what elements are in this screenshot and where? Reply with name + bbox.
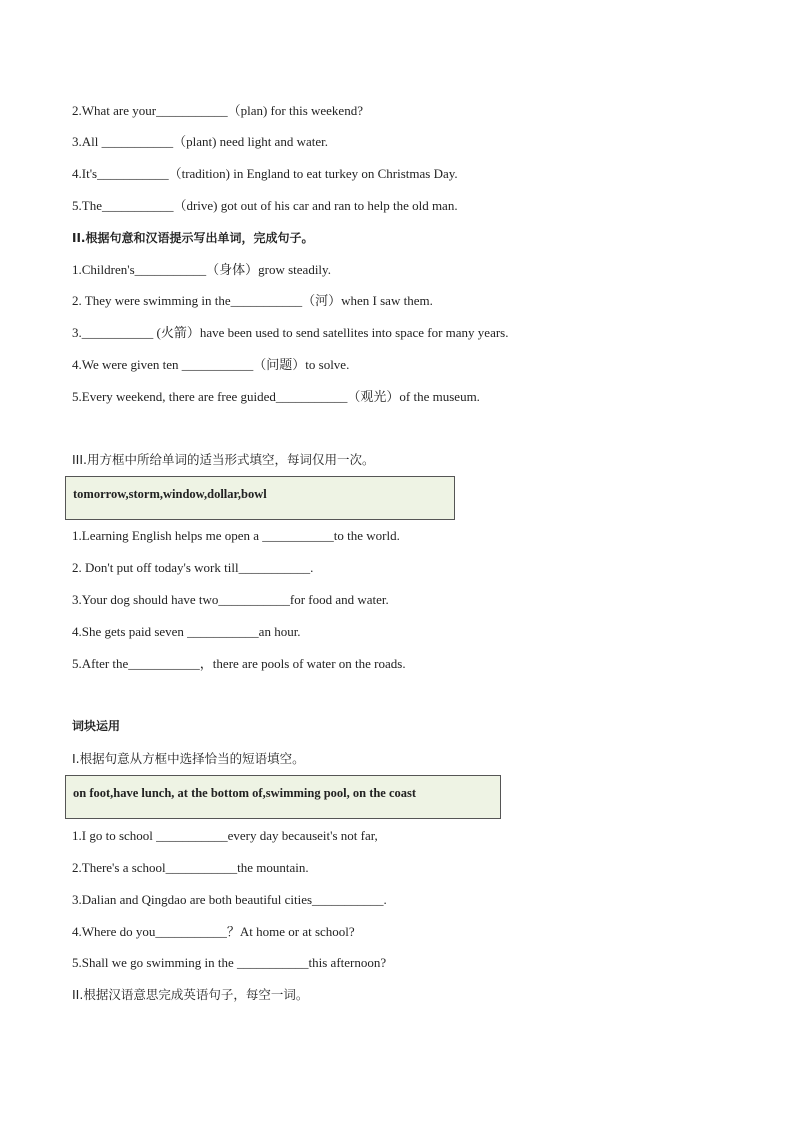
phrase-part-ii-heading: II.根据汉语意思完成英语句子，每空一词。 (72, 987, 309, 1002)
section-ii-question-1: 1.Children's___________（身体）grow steadily. (72, 262, 331, 277)
section-ii-question-3: 3.___________ (火箭）have been used to send satellites into space for many years. (72, 325, 509, 340)
word-box-text: tomorrow,storm,window,dollar,bowl (73, 487, 267, 501)
phrase-section-title: 词块运用 (72, 719, 121, 733)
phrase-question-4: 4.Where do you___________？At home or at school? (72, 924, 355, 939)
question-4-tradition: 4.It's___________（tradition) in England to eat turkey on Christmas Day. (72, 166, 458, 181)
section-iii-heading: III.用方框中所给单词的适当形式填空，每词仅用一次。 (72, 452, 375, 467)
question-2-plan: 2.What are your___________（plan) for this weekend? (72, 103, 363, 118)
section-iii-question-2: 2. Don't put off today's work till___________. (72, 560, 314, 575)
phrase-box (65, 775, 501, 819)
section-iii-question-1: 1.Learning English helps me open a ___________to the world. (72, 528, 400, 543)
section-iii-question-4: 4.She gets paid seven ___________an hour. (72, 624, 301, 639)
phrase-part-i-heading: I.根据句意从方框中选择恰当的短语填空。 (72, 751, 305, 766)
section-ii-question-2: 2. They were swimming in the___________（河）when I saw them. (72, 293, 433, 308)
section-iii-question-3: 3.Your dog should have two___________for food and water. (72, 592, 389, 607)
section-ii-question-5: 5.Every weekend, there are free guided___________（观光）of the museum. (72, 389, 480, 404)
phrase-question-1: 1.I go to school ___________every day becauseit's not far, (72, 828, 378, 843)
phrase-box-text: on foot,have lunch, at the bottom of,swimming pool, on the coast (73, 786, 417, 800)
phrase-question-5: 5.Shall we go swimming in the ___________this afternoon? (72, 955, 387, 970)
phrase-question-2: 2.There's a school___________the mountain. (72, 860, 309, 875)
section-iii-question-5: 5.After the___________，there are pools of water on the roads. (72, 656, 406, 671)
section-ii-heading: II.根据句意和汉语提示写出单词，完成句子。 (72, 231, 314, 245)
section-ii-question-4: 4.We were given ten ___________（问题）to solve. (72, 357, 350, 372)
phrase-question-3: 3.Dalian and Qingdao are both beautiful cities___________. (72, 892, 387, 907)
word-box (65, 476, 455, 520)
question-5-drive: 5.The___________（drive) got out of his car and ran to help the old man. (72, 198, 458, 213)
question-3-plant: 3.All ___________（plant) need light and water. (72, 134, 328, 149)
